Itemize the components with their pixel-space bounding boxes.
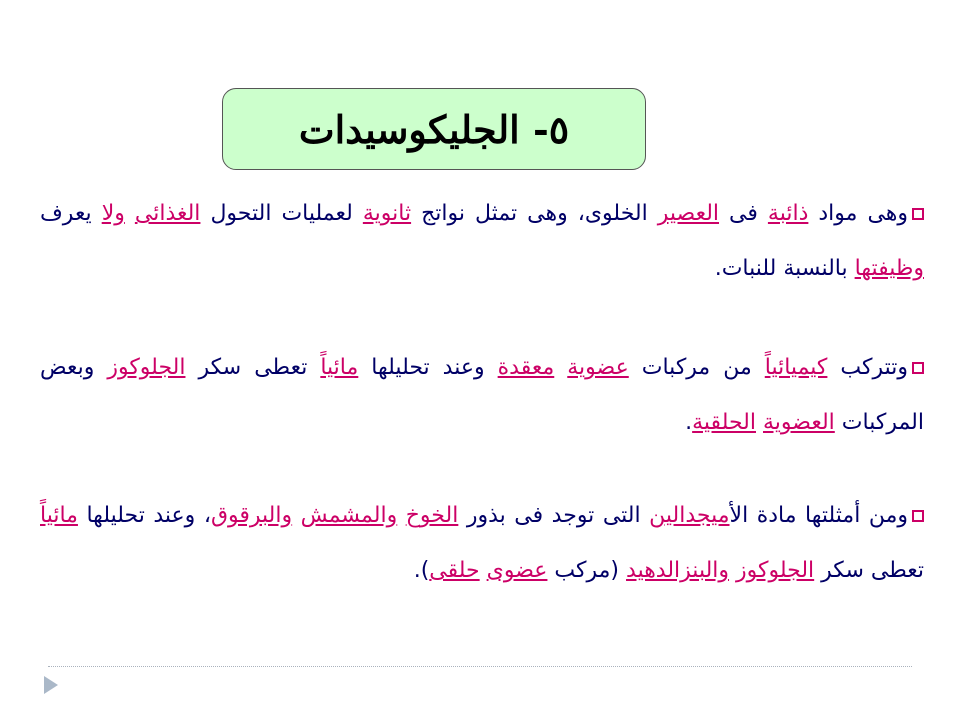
text-segment: من مركبات [628,355,765,380]
text-segment: وعند تحليلها [358,355,498,380]
paragraph-2 [40,340,924,450]
slide-title-box [222,88,646,170]
highlighted-term: معقدة [497,355,555,380]
footer-divider [48,666,912,667]
highlighted-term: حلقى [429,558,480,583]
text-segment [554,355,567,380]
text-segment [756,410,763,435]
text-segment: وتتركب [827,355,909,380]
highlighted-term: ميجدالين [649,503,730,528]
text-segment: يعرف [40,201,102,226]
highlighted-term: ذائبة [767,201,809,226]
highlighted-term: ثانوية [362,201,412,226]
text-segment: ). [413,558,430,583]
text-segment: وبعض المركبات [40,355,924,435]
paragraph-3 [40,488,924,598]
hollow-square-bullet-icon [912,362,924,374]
text-segment: تعطى سكر [814,558,924,583]
highlighted-term: الحلقية [692,410,756,435]
text-segment: ومن أمثلتها مادة الأ [729,503,909,528]
highlighted-term: وظيفتها [854,256,924,281]
highlighted-term: ولا [101,201,125,226]
highlighted-term: الخوخ [405,503,459,528]
highlighted-term: عضوية [567,355,629,380]
text-segment: (مركب [547,558,627,583]
hollow-square-bullet-icon [912,208,924,220]
highlighted-term: مائياً [320,355,359,380]
text-segment: لعمليات التحول [200,201,363,226]
text-segment: ، وعند تحليلها [77,503,211,528]
text-segment: الخلوى، وهى تمثل نواتج [411,201,658,226]
text-segment: . [685,410,693,435]
text-segment: فى [719,201,768,226]
text-segment: بالنسبة للنبات. [714,256,855,281]
play-triangle-icon[interactable] [44,676,58,694]
text-segment [480,558,487,583]
text-segment [397,503,406,528]
text-segment [125,201,135,226]
paragraph-1 [40,186,924,296]
highlighted-term: الغذائى [134,201,201,226]
text-segment: التى توجد فى بذور [458,503,650,528]
highlighted-term: مائياً [40,503,78,528]
highlighted-term: كيميائياً [764,355,828,380]
text-segment [729,558,736,583]
highlighted-term: عضوى [486,558,548,583]
highlighted-term: العصير [657,201,720,226]
highlighted-term: الجلوكوز [736,558,815,583]
highlighted-term: العضوية [763,410,835,435]
hollow-square-bullet-icon [912,510,924,522]
highlighted-term: والبنزالدهيد [626,558,730,583]
highlighted-term: والمشمش [300,503,398,528]
text-segment: وهى مواد [808,201,909,226]
highlighted-term: والبرقوق [210,503,293,528]
highlighted-term: الجلوكوز [107,355,186,380]
text-segment: تعطى سكر [185,355,321,380]
text-segment [292,503,301,528]
slide-title: ٥- الجليكوسيدات [298,106,570,152]
